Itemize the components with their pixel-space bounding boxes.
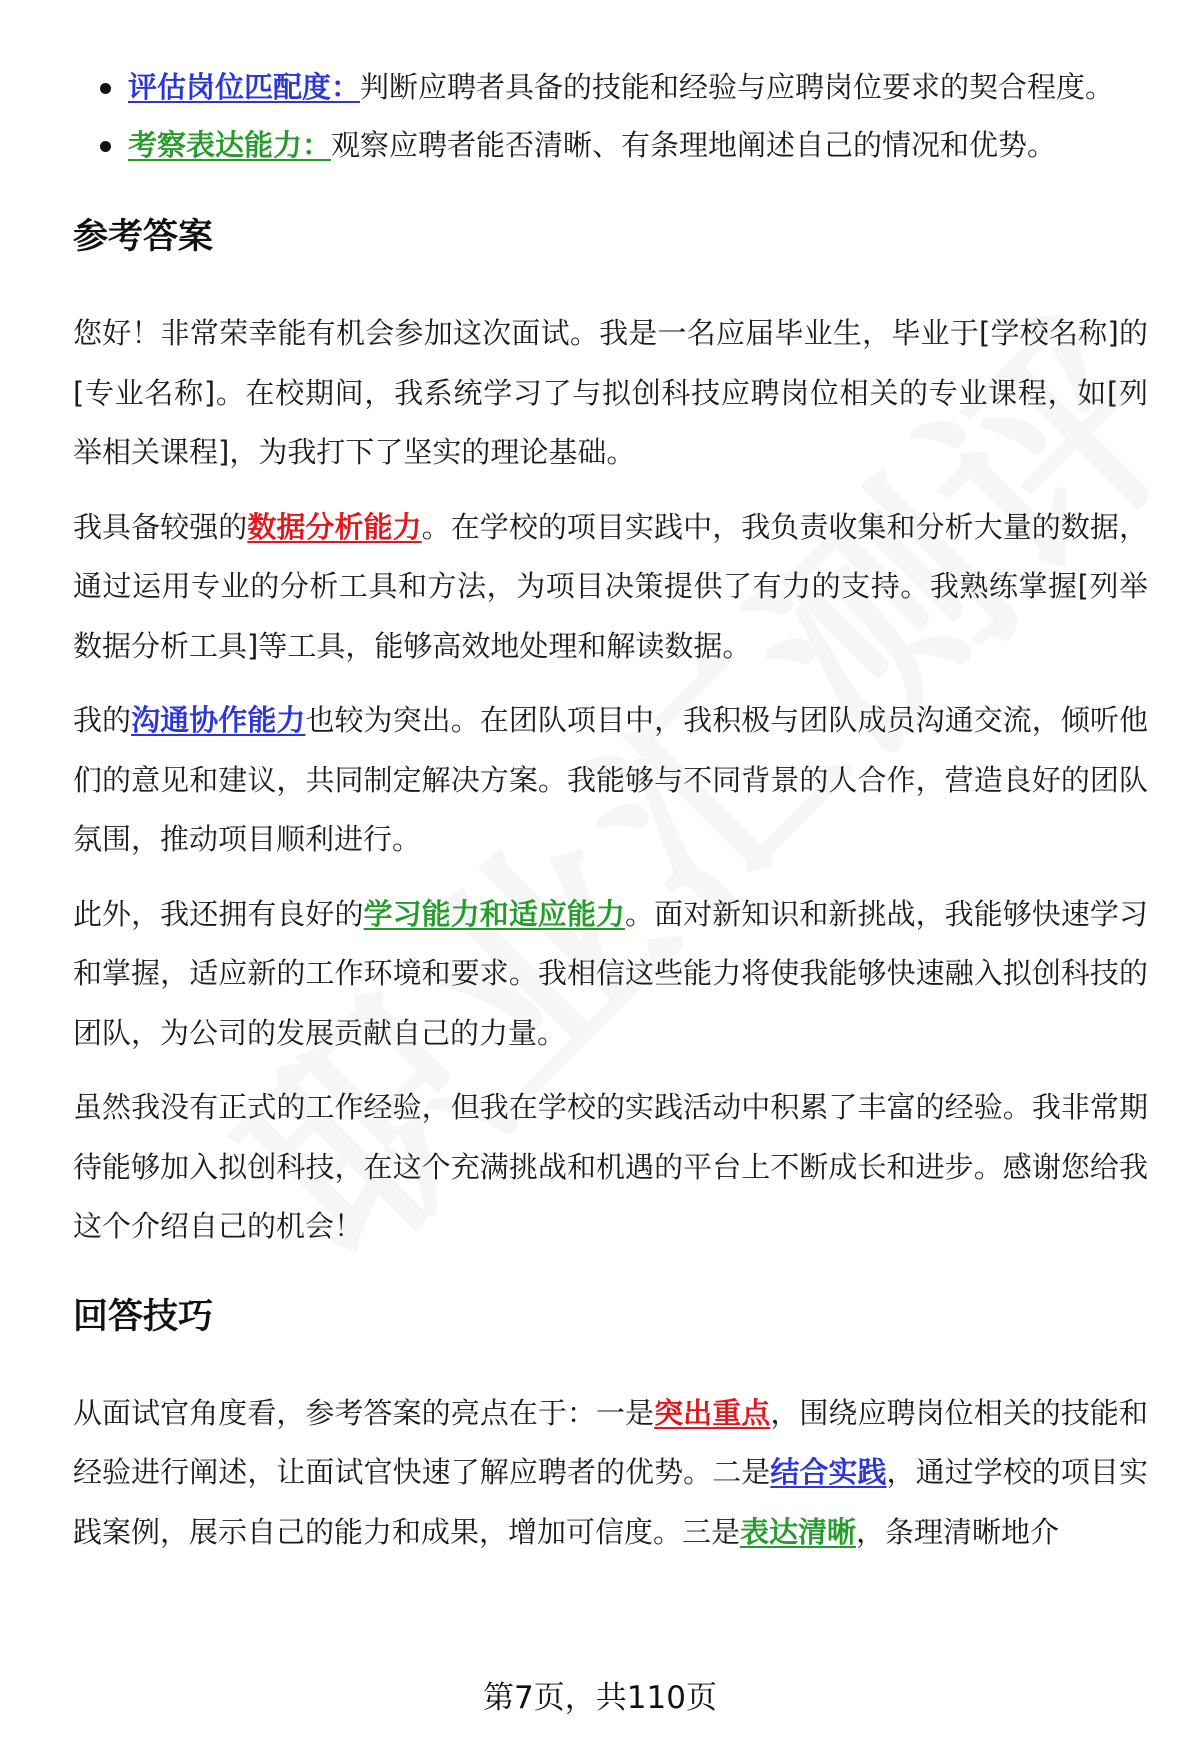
- bullet-label: 考察表达能力：: [128, 128, 332, 162]
- paragraph-text: 。在学校的项目实践中，我负责收集和分析大量的数据，通过运用专业的分析工具和方法，为项目决策提供了有力的支持。我熟练掌握[列举数据分析工具]等工具，能够高效地处理和解读数据。: [73, 509, 1148, 663]
- section-heading-answer-tips: 回答技巧: [73, 1296, 214, 1337]
- highlight-keyword: 表达清晰: [740, 1514, 857, 1549]
- section-heading-reference-answer: 参考答案: [73, 217, 214, 257]
- paragraph: [73, 691, 1148, 870]
- list-item: [73, 58, 1148, 116]
- paragraph-text: 从面试官角度看，参考答案的亮点在于：一是: [73, 1395, 655, 1430]
- paragraph-text: 此外，我还拥有良好的: [73, 896, 364, 931]
- paragraph-text: 也较为突出。在团队项目中，我积极与团队成员沟通交流，倾听他们的意见和建议，共同制定解决方案。我能够与不同背景的人合作，营造良好的团队氛围，推动项目顺利进行。: [73, 703, 1148, 856]
- paragraph: 虽然我没有正式的工作经验，但我在学校的实践活动中积累了丰富的经验。我非常期待能够加入拟创科技，在这个充满挑战和机遇的平台上不断成长和进步。感谢您给我这个介绍自己的机会！: [73, 1090, 1148, 1243]
- bullet-icon: [100, 83, 111, 94]
- highlight-keyword: 学习能力和适应能力: [363, 896, 626, 931]
- bullet-icon: [100, 141, 111, 152]
- paragraph-text: ，围绕应聘岗位相关的技能和经验进行阐述，让面试官快速了解应聘者的优势。二是: [73, 1395, 1148, 1489]
- bullet-text: 判断应聘者具备的技能和经验与应聘岗位要求的契合程度。: [360, 70, 1115, 104]
- highlight-keyword: 结合实践: [770, 1455, 887, 1489]
- paragraph-text: 我的: [73, 703, 132, 737]
- highlight-keyword: 沟通协作能力: [131, 703, 306, 737]
- paragraph-text: 。面对新知识和新挑战，我能够快速学习和掌握，适应新的工作环境和要求。我相信这些能力将使我能够快速融入拟创科技的团队，为公司的发展贡献自己的力量。: [73, 896, 1148, 1050]
- highlight-keyword: 突出重点: [654, 1395, 771, 1430]
- criteria-list: [73, 58, 1148, 174]
- highlight-keyword: 数据分析能力: [247, 509, 422, 544]
- page-number: 第7页，共110页: [483, 1680, 717, 1716]
- document-content: [73, 58, 1148, 1562]
- bullet-text: 观察应聘者能否清晰、有条理地阐述自己的情况和优势。: [331, 128, 1057, 162]
- paragraph: [73, 498, 1148, 677]
- paragraph: [73, 885, 1148, 1064]
- paragraph: 您好！非常荣幸能有机会参加这次面试。我是一名应届毕业生，毕业于[学校名称]的[专业名称]。在校期间，我系统学习了与拟创科技应聘岗位相关的专业课程，如[列举相关课程]，为我打下了坚实的理论基础。: [73, 316, 1148, 469]
- paragraph-text: ，条理清晰地介: [856, 1514, 1060, 1549]
- paragraph-text: ，通过学校的项目实践案例，展示自己的能力和成果，增加可信度。三是: [73, 1455, 1148, 1549]
- list-item: [73, 116, 1148, 174]
- paragraph-text: 我具备较强的: [73, 509, 248, 544]
- paragraph: [73, 1384, 1148, 1563]
- bullet-label: 评估岗位匹配度：: [128, 70, 361, 104]
